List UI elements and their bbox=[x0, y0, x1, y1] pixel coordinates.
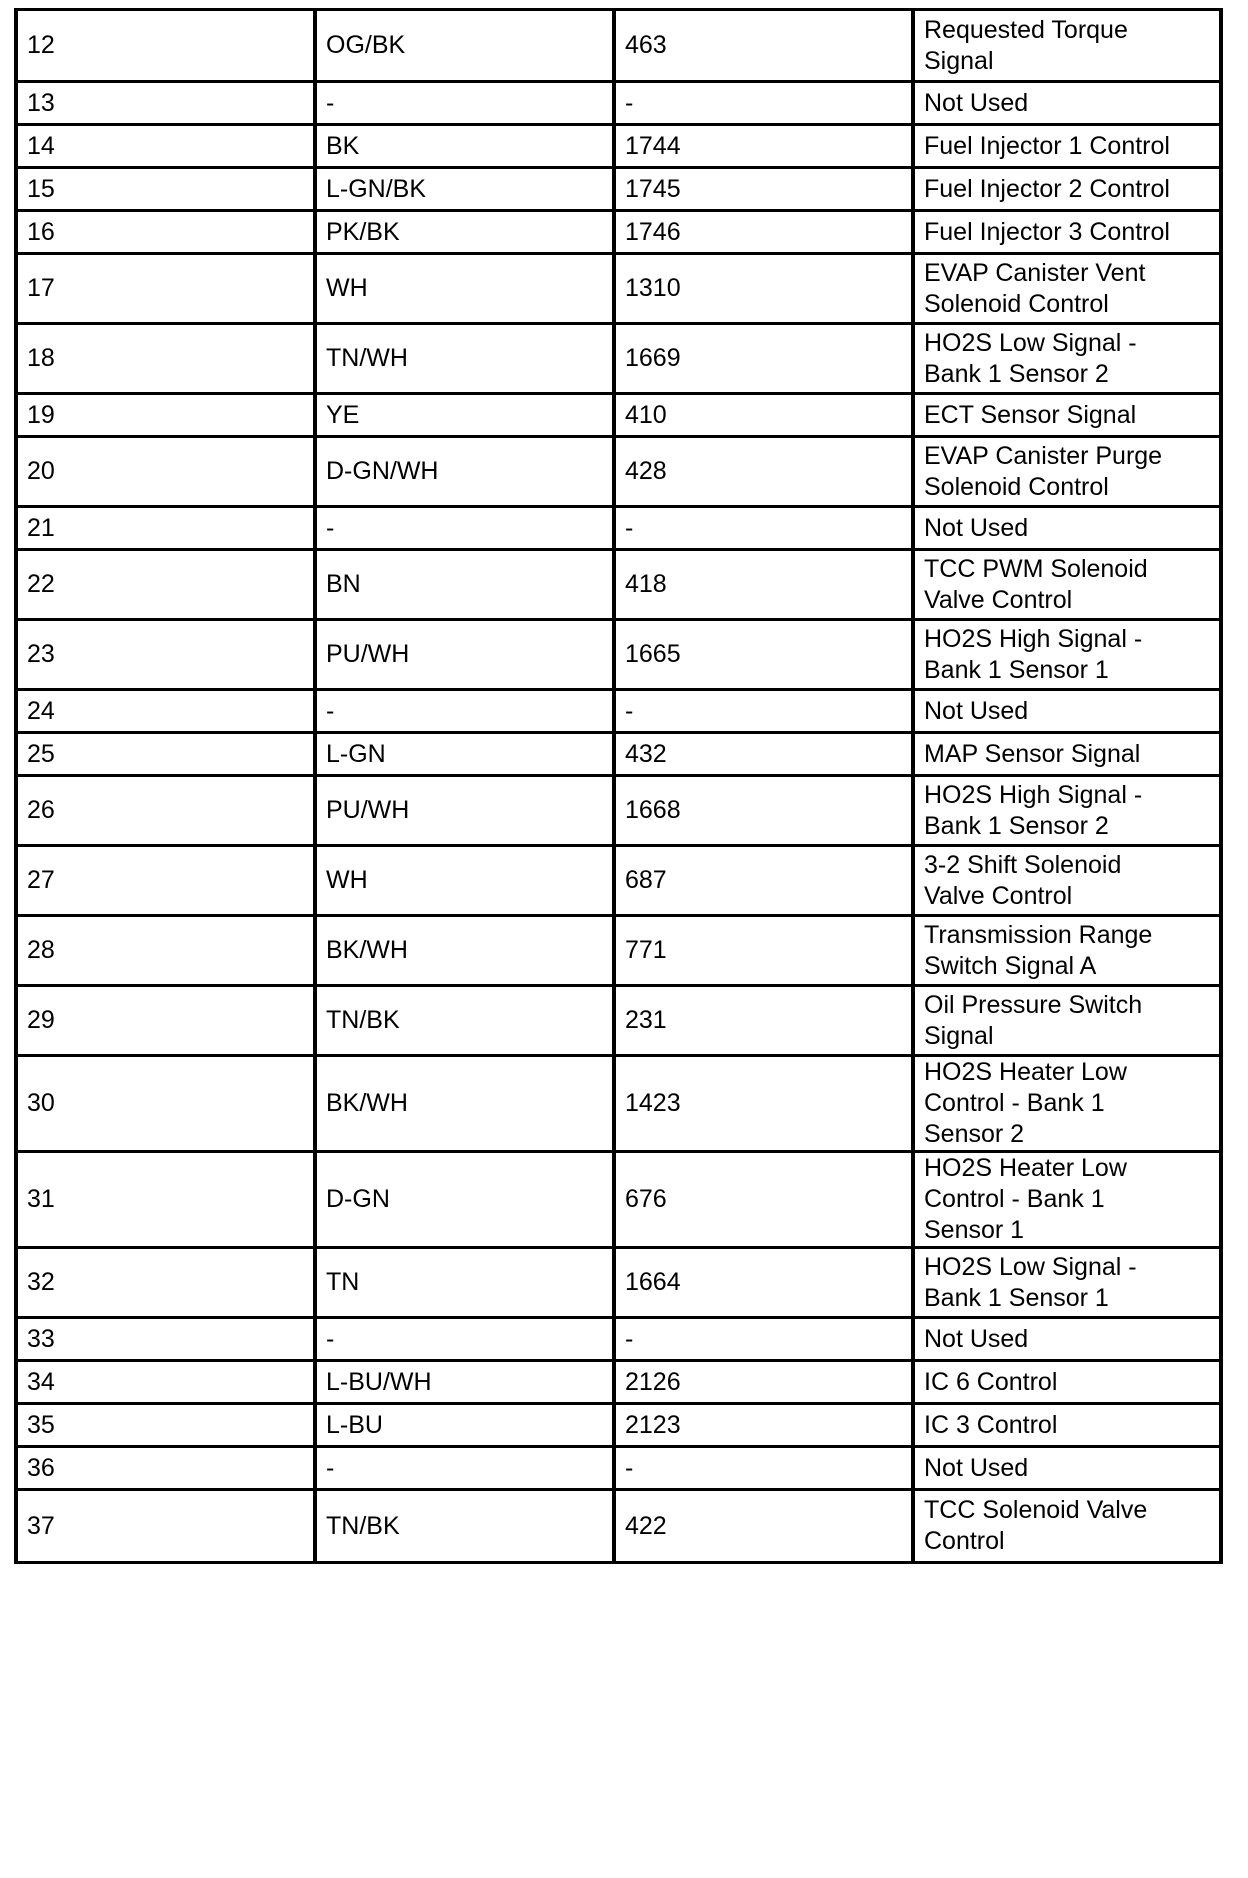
pin-function-cell: HO2S High Signal - Bank 1 Sensor 2 bbox=[914, 777, 1220, 847]
circuit-number-cell: 1664 bbox=[615, 1249, 914, 1319]
table-row bbox=[17, 551, 1220, 621]
pin-function-cell: 3-2 Shift Solenoid Valve Control bbox=[914, 847, 1220, 917]
table-row bbox=[17, 1153, 1220, 1249]
pin-function-cell: Fuel Injector 2 Control bbox=[914, 169, 1220, 212]
wire-color-cell: YE bbox=[316, 395, 615, 438]
pin-function-cell: IC 6 Control bbox=[914, 1362, 1220, 1405]
pin-function-cell: Fuel Injector 3 Control bbox=[914, 212, 1220, 255]
wire-color-cell: - bbox=[316, 508, 615, 551]
pin-function-cell: Oil Pressure Switch Signal bbox=[914, 987, 1220, 1057]
circuit-number-cell: 1310 bbox=[615, 255, 914, 325]
pin-number-cell: 13 bbox=[17, 83, 316, 126]
circuit-number-cell: 2123 bbox=[615, 1405, 914, 1448]
pin-function-cell: Not Used bbox=[914, 1448, 1220, 1491]
wire-color-cell: BK bbox=[316, 126, 615, 169]
wire-color-cell: TN/BK bbox=[316, 1491, 615, 1561]
pin-number-cell: 27 bbox=[17, 847, 316, 917]
pin-function-cell: Not Used bbox=[914, 691, 1220, 734]
pin-number-cell: 33 bbox=[17, 1319, 316, 1362]
pin-function-cell: Not Used bbox=[914, 1319, 1220, 1362]
wire-color-cell: L-BU bbox=[316, 1405, 615, 1448]
pin-number-cell: 20 bbox=[17, 438, 316, 508]
circuit-number-cell: 1665 bbox=[615, 621, 914, 691]
circuit-number-cell: 1668 bbox=[615, 777, 914, 847]
wire-color-cell: - bbox=[316, 691, 615, 734]
wire-color-cell: BK/WH bbox=[316, 1057, 615, 1153]
pin-function-cell: EVAP Canister Purge Solenoid Control bbox=[914, 438, 1220, 508]
pin-function-cell: MAP Sensor Signal bbox=[914, 734, 1220, 777]
table-row bbox=[17, 1057, 1220, 1153]
table-row bbox=[17, 255, 1220, 325]
wire-color-cell: BN bbox=[316, 551, 615, 621]
pin-number-cell: 26 bbox=[17, 777, 316, 847]
table-row bbox=[17, 212, 1220, 255]
pin-function-cell: Transmission Range Switch Signal A bbox=[914, 917, 1220, 987]
pinout-table-body bbox=[17, 11, 1220, 1561]
circuit-number-cell: 687 bbox=[615, 847, 914, 917]
pin-number-cell: 21 bbox=[17, 508, 316, 551]
wire-color-cell: TN/WH bbox=[316, 325, 615, 395]
pin-function-cell: HO2S Low Signal - Bank 1 Sensor 1 bbox=[914, 1249, 1220, 1319]
circuit-number-cell: 463 bbox=[615, 11, 914, 83]
table-row bbox=[17, 734, 1220, 777]
pin-number-cell: 23 bbox=[17, 621, 316, 691]
wire-color-cell: WH bbox=[316, 255, 615, 325]
table-row bbox=[17, 847, 1220, 917]
circuit-number-cell: 2126 bbox=[615, 1362, 914, 1405]
circuit-number-cell: - bbox=[615, 83, 914, 126]
circuit-number-cell: 1423 bbox=[615, 1057, 914, 1153]
pin-number-cell: 35 bbox=[17, 1405, 316, 1448]
pin-number-cell: 16 bbox=[17, 212, 316, 255]
pin-number-cell: 29 bbox=[17, 987, 316, 1057]
pin-function-cell: ECT Sensor Signal bbox=[914, 395, 1220, 438]
pin-number-cell: 31 bbox=[17, 1153, 316, 1249]
pin-number-cell: 24 bbox=[17, 691, 316, 734]
table-row bbox=[17, 987, 1220, 1057]
wire-color-cell: - bbox=[316, 1448, 615, 1491]
circuit-number-cell: 771 bbox=[615, 917, 914, 987]
pin-function-cell: Not Used bbox=[914, 508, 1220, 551]
pin-number-cell: 19 bbox=[17, 395, 316, 438]
pin-number-cell: 12 bbox=[17, 11, 316, 83]
circuit-number-cell: 1669 bbox=[615, 325, 914, 395]
wire-color-cell: L-GN/BK bbox=[316, 169, 615, 212]
pin-function-cell: Requested Torque Signal bbox=[914, 11, 1220, 83]
table-row bbox=[17, 691, 1220, 734]
pin-number-cell: 25 bbox=[17, 734, 316, 777]
pin-function-cell: IC 3 Control bbox=[914, 1405, 1220, 1448]
table-row bbox=[17, 1491, 1220, 1561]
pin-number-cell: 34 bbox=[17, 1362, 316, 1405]
wire-color-cell: PU/WH bbox=[316, 621, 615, 691]
table-row bbox=[17, 325, 1220, 395]
pin-number-cell: 28 bbox=[17, 917, 316, 987]
pin-number-cell: 17 bbox=[17, 255, 316, 325]
pin-function-cell: EVAP Canister Vent Solenoid Control bbox=[914, 255, 1220, 325]
pin-function-cell: Not Used bbox=[914, 83, 1220, 126]
circuit-number-cell: - bbox=[615, 1319, 914, 1362]
pin-function-cell: TCC Solenoid Valve Control bbox=[914, 1491, 1220, 1561]
table-row bbox=[17, 1448, 1220, 1491]
pin-number-cell: 18 bbox=[17, 325, 316, 395]
pin-function-cell: HO2S Heater Low Control - Bank 1 Sensor 1 bbox=[914, 1153, 1220, 1249]
circuit-number-cell: 410 bbox=[615, 395, 914, 438]
pin-function-cell: Fuel Injector 1 Control bbox=[914, 126, 1220, 169]
circuit-number-cell: 676 bbox=[615, 1153, 914, 1249]
table-row bbox=[17, 395, 1220, 438]
pin-number-cell: 22 bbox=[17, 551, 316, 621]
pin-number-cell: 15 bbox=[17, 169, 316, 212]
pin-number-cell: 37 bbox=[17, 1491, 316, 1561]
table-row bbox=[17, 1249, 1220, 1319]
circuit-number-cell: 422 bbox=[615, 1491, 914, 1561]
circuit-number-cell: 428 bbox=[615, 438, 914, 508]
table-row bbox=[17, 508, 1220, 551]
table-row bbox=[17, 777, 1220, 847]
wire-color-cell: PU/WH bbox=[316, 777, 615, 847]
wire-color-cell: L-GN bbox=[316, 734, 615, 777]
table-row bbox=[17, 83, 1220, 126]
table-row bbox=[17, 438, 1220, 508]
pin-number-cell: 36 bbox=[17, 1448, 316, 1491]
wire-color-cell: L-BU/WH bbox=[316, 1362, 615, 1405]
wire-color-cell: BK/WH bbox=[316, 917, 615, 987]
table-row bbox=[17, 621, 1220, 691]
circuit-number-cell: 432 bbox=[615, 734, 914, 777]
wire-color-cell: - bbox=[316, 83, 615, 126]
connector-pinout-table bbox=[14, 8, 1223, 1564]
wire-color-cell: TN bbox=[316, 1249, 615, 1319]
pin-function-cell: HO2S Heater Low Control - Bank 1 Sensor 2 bbox=[914, 1057, 1220, 1153]
circuit-number-cell: 1745 bbox=[615, 169, 914, 212]
table-row bbox=[17, 126, 1220, 169]
wire-color-cell: D-GN/WH bbox=[316, 438, 615, 508]
wire-color-cell: OG/BK bbox=[316, 11, 615, 83]
circuit-number-cell: 1744 bbox=[615, 126, 914, 169]
wire-color-cell: PK/BK bbox=[316, 212, 615, 255]
circuit-number-cell: 1746 bbox=[615, 212, 914, 255]
circuit-number-cell: - bbox=[615, 1448, 914, 1491]
table-row bbox=[17, 1362, 1220, 1405]
wire-color-cell: - bbox=[316, 1319, 615, 1362]
table-row bbox=[17, 1405, 1220, 1448]
pin-number-cell: 14 bbox=[17, 126, 316, 169]
pin-function-cell: TCC PWM Solenoid Valve Control bbox=[914, 551, 1220, 621]
pin-function-cell: HO2S Low Signal - Bank 1 Sensor 2 bbox=[914, 325, 1220, 395]
table-row bbox=[17, 11, 1220, 83]
table-row bbox=[17, 917, 1220, 987]
wire-color-cell: D-GN bbox=[316, 1153, 615, 1249]
wire-color-cell: WH bbox=[316, 847, 615, 917]
table-row bbox=[17, 1319, 1220, 1362]
pin-number-cell: 32 bbox=[17, 1249, 316, 1319]
circuit-number-cell: - bbox=[615, 508, 914, 551]
circuit-number-cell: 231 bbox=[615, 987, 914, 1057]
pin-number-cell: 30 bbox=[17, 1057, 316, 1153]
circuit-number-cell: - bbox=[615, 691, 914, 734]
table-row bbox=[17, 169, 1220, 212]
circuit-number-cell: 418 bbox=[615, 551, 914, 621]
wire-color-cell: TN/BK bbox=[316, 987, 615, 1057]
pin-function-cell: HO2S High Signal - Bank 1 Sensor 1 bbox=[914, 621, 1220, 691]
